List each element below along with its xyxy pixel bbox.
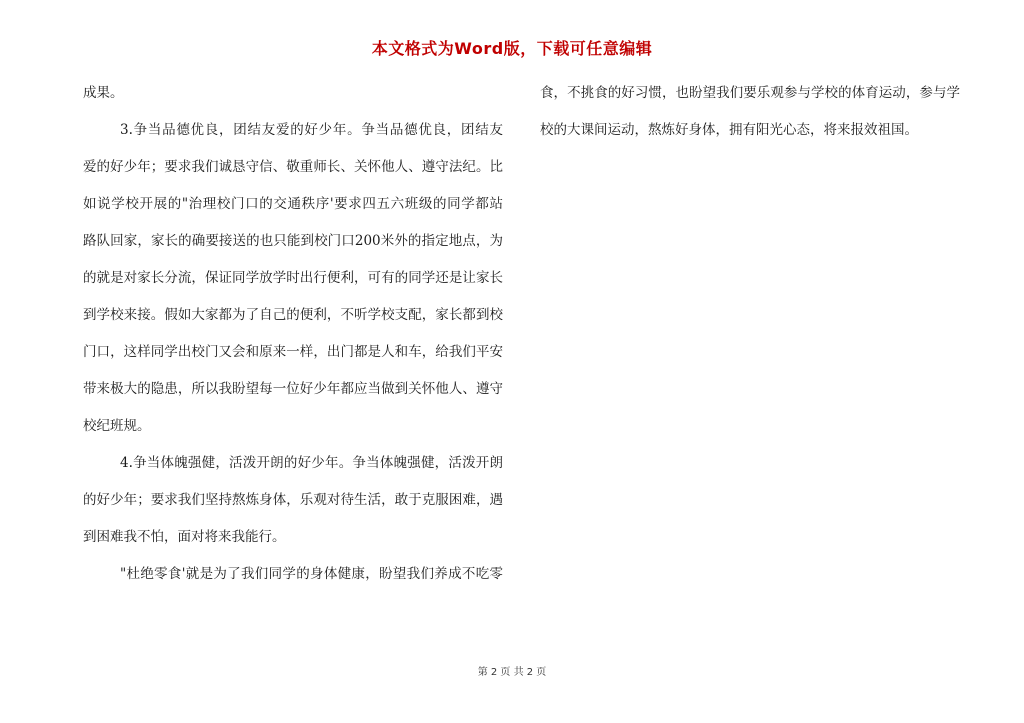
text-line: 门口，这样同学出校门又会和原来一样，出门都是人和车，给我们平安 <box>83 344 503 360</box>
text-line: 成果。 <box>83 85 124 101</box>
text-line: 如说学校开展的"治理校门口的交通秩序'要求四五六班级的同学都站 <box>83 196 503 212</box>
line-gap <box>83 406 503 416</box>
paragraph-first-line: "杜绝零食'就是为了我们同学的身体健康，盼望我们养成不吃零 <box>120 566 503 582</box>
line-gap <box>83 221 503 231</box>
text-line: 爱的好少年；要求我们诚恳守信、敬重师长、关怀他人、遵守法纪。比 <box>83 159 503 175</box>
page-number: 第 2 页 共 2 页 <box>477 667 547 678</box>
right-column <box>540 83 960 147</box>
line-gap <box>83 517 503 527</box>
text-line: 到学校来接。假如大家都为了自己的便利，不听学校支配，家长都到校 <box>83 307 503 323</box>
text-line: 带来极大的隐患，所以我盼望每一位好少年都应当做到关怀他人、遵守 <box>83 381 503 397</box>
line-gap <box>83 480 503 490</box>
paragraph-first-line: 4.争当体魄强健，活泼开朗的好少年。争当体魄强健，活泼开朗 <box>120 455 503 471</box>
text-line: 的就是对家长分流，保证同学放学时出行便利，可有的同学还是让家长 <box>83 270 503 286</box>
paragraph-first-line: 3.争当品德优良，团结友爱的好少年。争当品德优良，团结友 <box>120 122 503 138</box>
line-gap <box>83 369 503 379</box>
text-line: 路队回家，家长的确要接送的也只能到校门口200米外的指定地点，为 <box>83 233 503 249</box>
download-banner: 本文格式为Word版，下载可任意编辑 <box>371 39 653 58</box>
line-gap <box>83 184 503 194</box>
line-gap <box>83 332 503 342</box>
left-column <box>83 83 503 591</box>
text-line: 校纪班规。 <box>83 418 151 434</box>
paragraph-gap <box>83 110 503 120</box>
paragraph-gap <box>83 443 503 453</box>
line-gap <box>83 295 503 305</box>
paragraph-gap <box>83 554 503 564</box>
text-line: 校的大课间运动，熬炼好身体，拥有阳光心态，将来报效祖国。 <box>540 122 918 138</box>
line-gap <box>83 258 503 268</box>
line-gap <box>83 147 503 157</box>
line-gap <box>540 110 960 120</box>
text-line: 的好少年；要求我们坚持熬炼身体，乐观对待生活，敢于克服困难，遇 <box>83 492 503 508</box>
text-line: 食，不挑食的好习惯，也盼望我们要乐观参与学校的体育运动，参与学 <box>540 85 960 101</box>
text-line: 到困难我不怕，面对将来我能行。 <box>83 529 286 545</box>
